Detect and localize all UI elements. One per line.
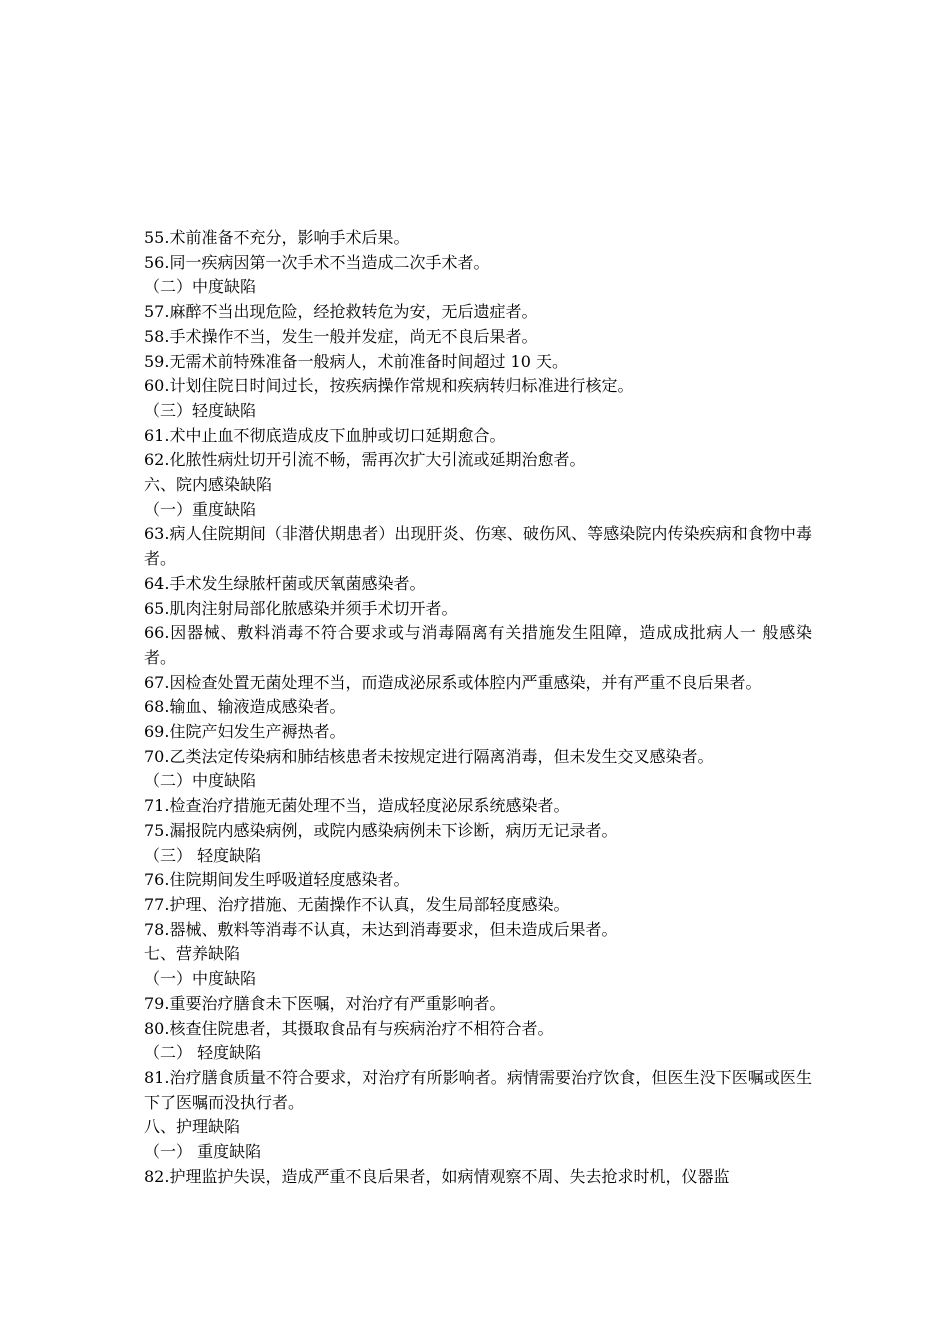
text-line: 58.手术操作不当，发生一般并发症，尚无不良后果者。 [144, 326, 538, 346]
text-line: 61.术中止血不彻底造成皮下血肿或切口延期愈合。 [144, 425, 506, 445]
text-line: 71.检查治疗措施无菌处理不当，造成轻度泌尿系统感染者。 [144, 796, 570, 816]
text-line: 76.住院期间发生呼吸道轻度感染者。 [144, 870, 410, 890]
section-heading: （二） 轻度缺陷 [144, 1043, 262, 1063]
section-heading: （一）重度缺陷 [144, 499, 257, 519]
text-line: 77.护理、治疗措施、无菌操作不认真，发生局部轻度感染。 [144, 894, 570, 914]
text-line: 69.住院产妇发生产褥热者。 [144, 722, 346, 742]
text-line: 65.肌肉注射局部化脓感染并须手术切开者。 [144, 598, 458, 618]
text-line: 55.术前准备不充分，影响手术后果。 [144, 228, 410, 247]
text-paragraph: 81.治疗膳食质量不符合要求，对治疗有所影响者。病情需要治疗饮食，但医生没下医嘱或医生下了医嘱而没执行者。 [144, 1067, 812, 1112]
text-line: 78.器械、敷料等消毒不认真，未达到消毒要求，但未造成后果者。 [144, 919, 618, 939]
chapter-heading: 八、护理缺陷 [144, 1117, 241, 1137]
text-line: 80.核查住院患者，其摄取食品有与疾病治疗不相符合者。 [144, 1018, 554, 1038]
text-paragraph: 67.因检查处置无菌处理不当，而造成泌尿系或体腔内严重感染，并有严重不良后果者。 [144, 672, 762, 692]
text-line: 60.计划住院日时间过长，按疾病操作常规和疾病转归标准进行核定。 [144, 376, 634, 396]
chapter-heading: 七、营养缺陷 [144, 944, 241, 964]
text-line: 64.手术发生绿脓杆菌或厌氧菌感染者。 [144, 573, 426, 593]
text-line: 82.护理监护失误，造成严重不良后果者，如病情观察不周、失去抢求时机，仪器监 [144, 1166, 730, 1186]
section-heading: （三）轻度缺陷 [144, 400, 257, 420]
section-heading: （二）中度缺陷 [144, 277, 257, 297]
text-line: 56.同一疾病因第一次手术不当造成二次手术者。 [144, 252, 490, 272]
text-line: 62.化脓性病灶切开引流不畅，需再次扩大引流或延期治愈者。 [144, 450, 586, 470]
text-line: 57.麻醉不当出现危险，经抢救转危为安，无后遗症者。 [144, 302, 538, 322]
text-line: 70.乙类法定传染病和肺结核患者未按规定进行隔离消毒，但未发生交叉感染者。 [144, 746, 714, 766]
section-heading: （一）中度缺陷 [144, 969, 257, 989]
text-line: 75.漏报院内感染病例，或院内感染病例未下诊断，病历无记录者。 [144, 820, 618, 840]
document-body [144, 226, 812, 1189]
section-heading: （三） 轻度缺陷 [144, 845, 262, 865]
text-paragraph: 66.因器械、敷料消毒不符合要求或与消毒隔离有关措施发生阻障，造成成批病人一 般感染者。 [144, 623, 812, 667]
text-line: 79.重要治疗膳食未下医嘱，对治疗有严重影响者。 [144, 993, 506, 1013]
section-heading: （一） 重度缺陷 [144, 1142, 262, 1162]
text-line: 68.输血、输液造成感染者。 [144, 697, 346, 717]
section-heading: （二）中度缺陷 [144, 771, 257, 791]
chapter-heading: 六、院内感染缺陷 [144, 475, 273, 495]
text-line: 59.无需术前特殊准备一般病人，术前准备时间超过 10 天。 [144, 351, 568, 371]
text-paragraph: 63.病人住院期间（非潜伏期患者）出现肝炎、伤寒、破伤风、等感染院内传染疾病和食物中毒者。 [144, 524, 812, 569]
